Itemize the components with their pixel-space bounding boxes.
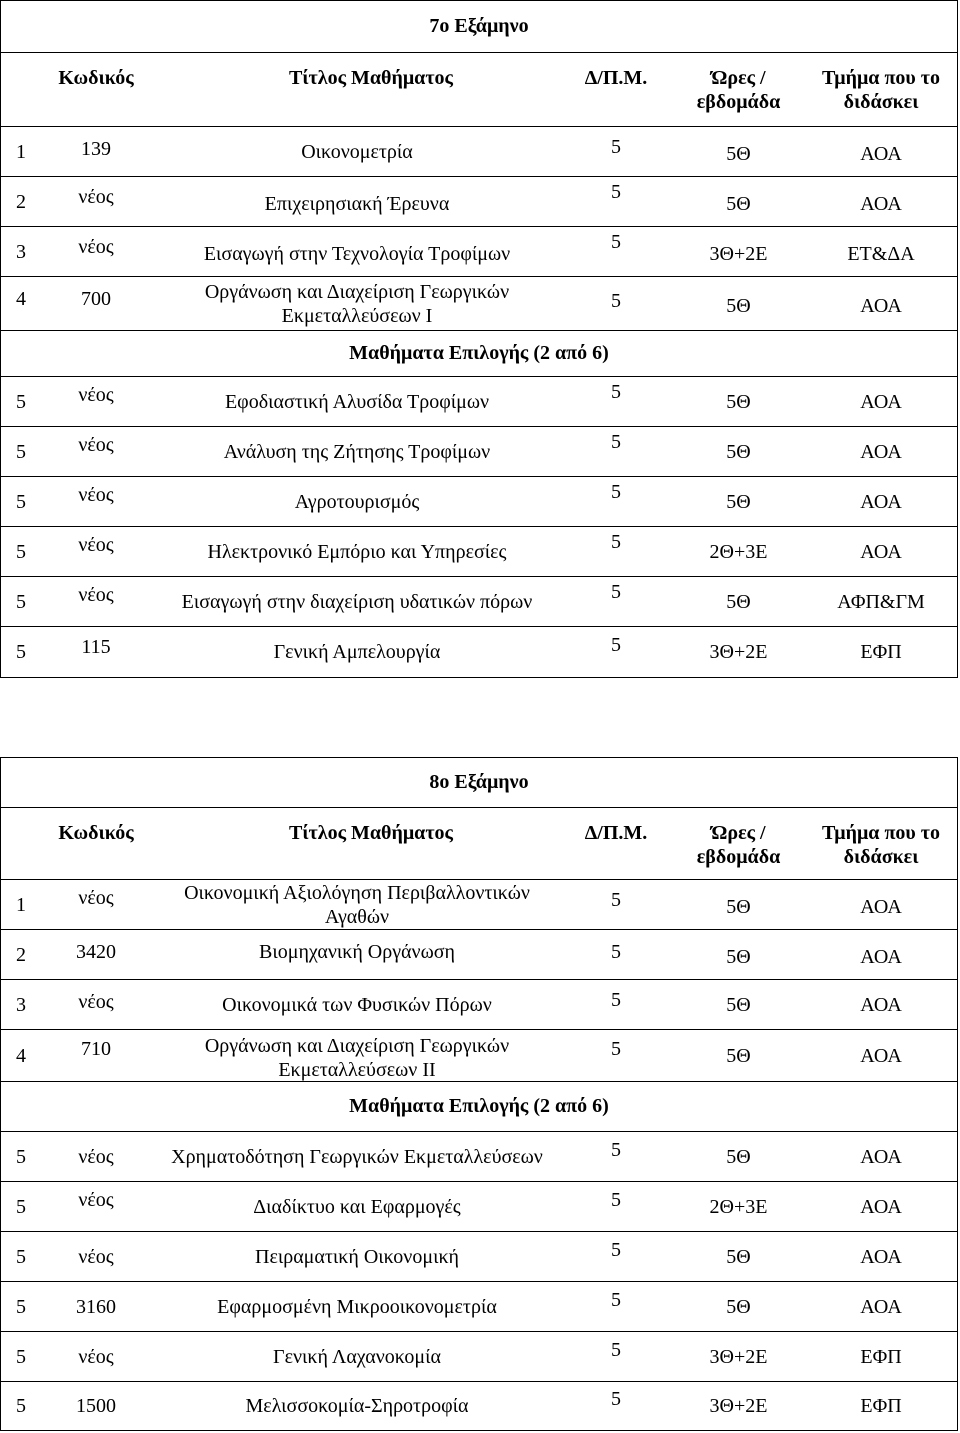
course-code: 710 — [81, 1037, 111, 1060]
course-hours: 5Θ — [726, 1295, 751, 1318]
course-hours: 2Θ+3Ε — [709, 540, 768, 563]
course-department: ΕΦΠ — [860, 1345, 902, 1368]
course-ects: 5 — [611, 1338, 621, 1361]
course-department: ΑΟΑ — [860, 1145, 902, 1168]
course-title: Χρηματοδότηση Γεωργικών Εκμεταλλεύσεων — [171, 1145, 543, 1168]
course-title: Διαδίκτυο και Εφαρμογές — [253, 1195, 461, 1218]
course-row — [1, 627, 957, 677]
course-department: ΑΟΑ — [860, 440, 902, 463]
course-title: Μελισσοκομία-Σηροτροφία — [245, 1395, 469, 1417]
header-hours-line: Ώρες / — [711, 822, 766, 844]
course-code: 115 — [81, 636, 111, 658]
course-title: Εφαρμοσμένη Μικροοικονομετρία — [217, 1295, 497, 1318]
course-hours: 5Θ — [726, 142, 751, 165]
course-row — [1, 930, 957, 980]
electives-heading: Μαθήματα Επιλογής (2 από 6) — [1, 1082, 957, 1132]
course-hours: 3Θ+2Ε — [709, 641, 768, 663]
course-hours: 5Θ — [726, 895, 751, 918]
course-title: Πειραματική Οικονομική — [255, 1245, 459, 1268]
course-code: νέος — [78, 886, 114, 909]
course-title: Οικονομικά των Φυσικών Πόρων — [222, 993, 492, 1016]
course-ects: 5 — [611, 940, 621, 963]
course-number: 5 — [16, 1245, 26, 1268]
course-row — [1, 577, 957, 627]
course-department: ΑΟΑ — [860, 993, 902, 1016]
course-row — [1, 980, 957, 1030]
course-hours: 5Θ — [726, 1044, 751, 1067]
header-ects: Δ/Π.Μ. — [584, 822, 648, 844]
course-ects: 5 — [611, 1388, 621, 1410]
course-title: Ηλεκτρονικό Εμπόριο και Υπηρεσίες — [207, 540, 507, 563]
course-hours: 5Θ — [726, 993, 751, 1016]
course-row — [1, 527, 957, 577]
course-title-line: Εκμεταλλεύσεων ΙΙ — [278, 1058, 436, 1081]
course-hours: 5Θ — [726, 192, 751, 215]
course-department: ΑΦΠ&ΓΜ — [837, 590, 925, 613]
course-row — [1, 127, 957, 177]
course-title — [151, 881, 563, 929]
header-department — [816, 821, 946, 869]
course-title: Εφοδιαστική Αλυσίδα Τροφίμων — [224, 390, 490, 413]
course-number: 5 — [16, 490, 26, 513]
course-number: 5 — [16, 1395, 26, 1417]
header-department — [816, 66, 946, 114]
course-title: Επιχειρησιακή Έρευνα — [264, 192, 450, 215]
header-code: Κωδικός — [58, 822, 134, 844]
course-department: ΑΟΑ — [860, 142, 902, 165]
course-number: 5 — [16, 641, 26, 663]
course-department: ΑΟΑ — [860, 390, 902, 413]
course-title — [151, 1034, 563, 1082]
course-ects: 5 — [611, 430, 621, 453]
course-code: 700 — [81, 287, 111, 310]
course-title: Γενική Λαχανοκομία — [273, 1345, 441, 1368]
header-hours — [661, 821, 816, 869]
course-number: 5 — [16, 590, 26, 613]
course-department: ΕΦΠ — [860, 1395, 902, 1417]
course-department: ΑΟΑ — [860, 490, 902, 513]
course-number: 5 — [16, 1145, 26, 1168]
course-number: 5 — [16, 1295, 26, 1318]
course-ects: 5 — [611, 480, 621, 503]
course-code: νέος — [78, 383, 114, 406]
course-hours: 5Θ — [726, 1245, 751, 1268]
header-ects: Δ/Π.Μ. — [584, 67, 648, 89]
course-hours: 5Θ — [726, 390, 751, 413]
course-department: ΑΟΑ — [860, 192, 902, 215]
course-ects: 5 — [611, 230, 621, 253]
course-ects: 5 — [611, 1238, 621, 1261]
course-ects: 5 — [611, 634, 621, 656]
course-ects: 5 — [611, 1188, 621, 1211]
course-row — [1, 1182, 957, 1232]
course-title-line: Οργάνωση και Διαχείριση Γεωργικών — [204, 280, 510, 303]
course-number: 3 — [16, 240, 26, 263]
course-title: Εισαγωγή στην διαχείριση υδατικών πόρων — [181, 590, 533, 613]
course-title-line: Οργάνωση και Διαχείριση Γεωργικών — [204, 1034, 510, 1057]
course-department: ΑΟΑ — [860, 1195, 902, 1218]
course-hours: 5Θ — [726, 294, 751, 317]
course-department: ΑΟΑ — [860, 294, 902, 317]
course-title-line: Οικονομική Αξιολόγηση Περιβαλλοντικών — [184, 881, 530, 904]
course-code: 139 — [81, 137, 111, 160]
course-number: 2 — [16, 190, 26, 213]
course-row — [1, 227, 957, 277]
header-department-line: Τμήμα που το — [821, 67, 941, 89]
course-row — [1, 477, 957, 527]
course-ects: 5 — [611, 1138, 621, 1161]
header-course-title: Τίτλος Μαθήματος — [288, 822, 453, 844]
course-title: Ανάλυση της Ζήτησης Τροφίμων — [223, 440, 491, 463]
course-hours: 3Θ+2Ε — [709, 242, 768, 265]
course-title: Βιομηχανική Οργάνωση — [259, 940, 455, 963]
course-department: ΑΟΑ — [860, 1295, 902, 1318]
course-hours: 2Θ+3Ε — [709, 1195, 768, 1218]
course-ects: 5 — [611, 1288, 621, 1311]
course-department: ΑΟΑ — [860, 895, 902, 918]
course-hours: 5Θ — [726, 945, 751, 968]
course-code: νέος — [78, 533, 114, 556]
course-row — [1, 1030, 957, 1082]
course-ects: 5 — [611, 1037, 621, 1060]
course-code: νέος — [78, 185, 114, 208]
course-hours: 5Θ — [726, 590, 751, 613]
course-department: ΑΟΑ — [860, 1245, 902, 1268]
course-row — [1, 1282, 957, 1332]
course-code: 3420 — [76, 940, 116, 963]
course-code: νέος — [78, 1245, 114, 1268]
course-ects: 5 — [611, 988, 621, 1011]
course-ects: 5 — [611, 530, 621, 553]
course-number: 5 — [16, 1345, 26, 1368]
header-code: Κωδικός — [58, 67, 134, 89]
course-code: νέος — [78, 990, 114, 1013]
course-number: 3 — [16, 993, 26, 1016]
course-ects: 5 — [611, 135, 621, 158]
course-hours: 5Θ — [726, 490, 751, 513]
course-title — [151, 280, 563, 328]
course-number: 4 — [16, 1044, 26, 1067]
course-ects: 5 — [611, 888, 621, 911]
course-hours: 3Θ+2Ε — [709, 1395, 768, 1417]
course-number: 1 — [16, 893, 26, 916]
course-number: 2 — [16, 943, 26, 966]
course-department: ΑΟΑ — [860, 945, 902, 968]
table-header — [1, 808, 957, 880]
semester-8-table — [0, 757, 958, 1431]
course-number: 4 — [16, 287, 26, 310]
course-code: νέος — [78, 433, 114, 456]
semester-7-table — [0, 0, 958, 678]
course-row — [1, 1382, 957, 1430]
header-hours-line: εβδομάδα — [696, 91, 781, 113]
course-title-line: Εκμεταλλεύσεων Ι — [281, 304, 433, 327]
course-code: νέος — [78, 1188, 114, 1211]
course-code: νέος — [78, 235, 114, 258]
course-title: Γενική Αμπελουργία — [273, 641, 441, 663]
course-title: Αγροτουρισμός — [294, 490, 420, 513]
course-code: 1500 — [76, 1395, 116, 1417]
course-hours: 5Θ — [726, 1145, 751, 1168]
electives-heading: Μαθήματα Επιλογής (2 από 6) — [1, 331, 957, 377]
course-department: ΑΟΑ — [860, 1044, 902, 1067]
course-number: 5 — [16, 440, 26, 463]
course-title: Οικονομετρία — [301, 140, 413, 163]
table-header — [1, 53, 957, 127]
course-number: 1 — [16, 140, 26, 163]
course-row — [1, 1132, 957, 1182]
header-hours-line: Ώρες / — [711, 67, 766, 89]
course-row — [1, 880, 957, 930]
course-row — [1, 277, 957, 331]
course-code: νέος — [78, 1145, 114, 1168]
course-hours: 5Θ — [726, 440, 751, 463]
course-code: 3160 — [76, 1295, 116, 1318]
course-ects: 5 — [611, 180, 621, 203]
semester-title: 7ο Εξάμηνο — [1, 1, 957, 53]
course-ects: 5 — [611, 289, 621, 312]
course-number: 5 — [16, 1195, 26, 1218]
course-title-line: Αγαθών — [324, 905, 390, 928]
course-code: νέος — [78, 1345, 114, 1368]
course-row — [1, 1232, 957, 1282]
semester-title: 8ο Εξάμηνο — [1, 758, 957, 808]
course-department: ΑΟΑ — [860, 540, 902, 563]
course-row — [1, 1332, 957, 1382]
course-row — [1, 177, 957, 227]
course-row — [1, 377, 957, 427]
course-code: νέος — [78, 583, 114, 606]
header-department-line: διδάσκει — [843, 91, 919, 113]
course-number: 5 — [16, 390, 26, 413]
course-ects: 5 — [611, 380, 621, 403]
header-department-line: Τμήμα που το — [821, 822, 941, 844]
course-number: 5 — [16, 540, 26, 563]
header-department-line: διδάσκει — [843, 846, 919, 868]
course-ects: 5 — [611, 580, 621, 603]
header-hours — [661, 66, 816, 114]
course-row — [1, 427, 957, 477]
course-hours: 3Θ+2Ε — [709, 1345, 768, 1368]
course-department: ΕΤ&ΔΑ — [847, 242, 915, 265]
course-department: ΕΦΠ — [860, 641, 902, 663]
header-hours-line: εβδομάδα — [696, 846, 781, 868]
course-code: νέος — [78, 483, 114, 506]
course-title: Εισαγωγή στην Τεχνολογία Τροφίμων — [203, 242, 511, 265]
header-course-title: Τίτλος Μαθήματος — [288, 67, 453, 89]
